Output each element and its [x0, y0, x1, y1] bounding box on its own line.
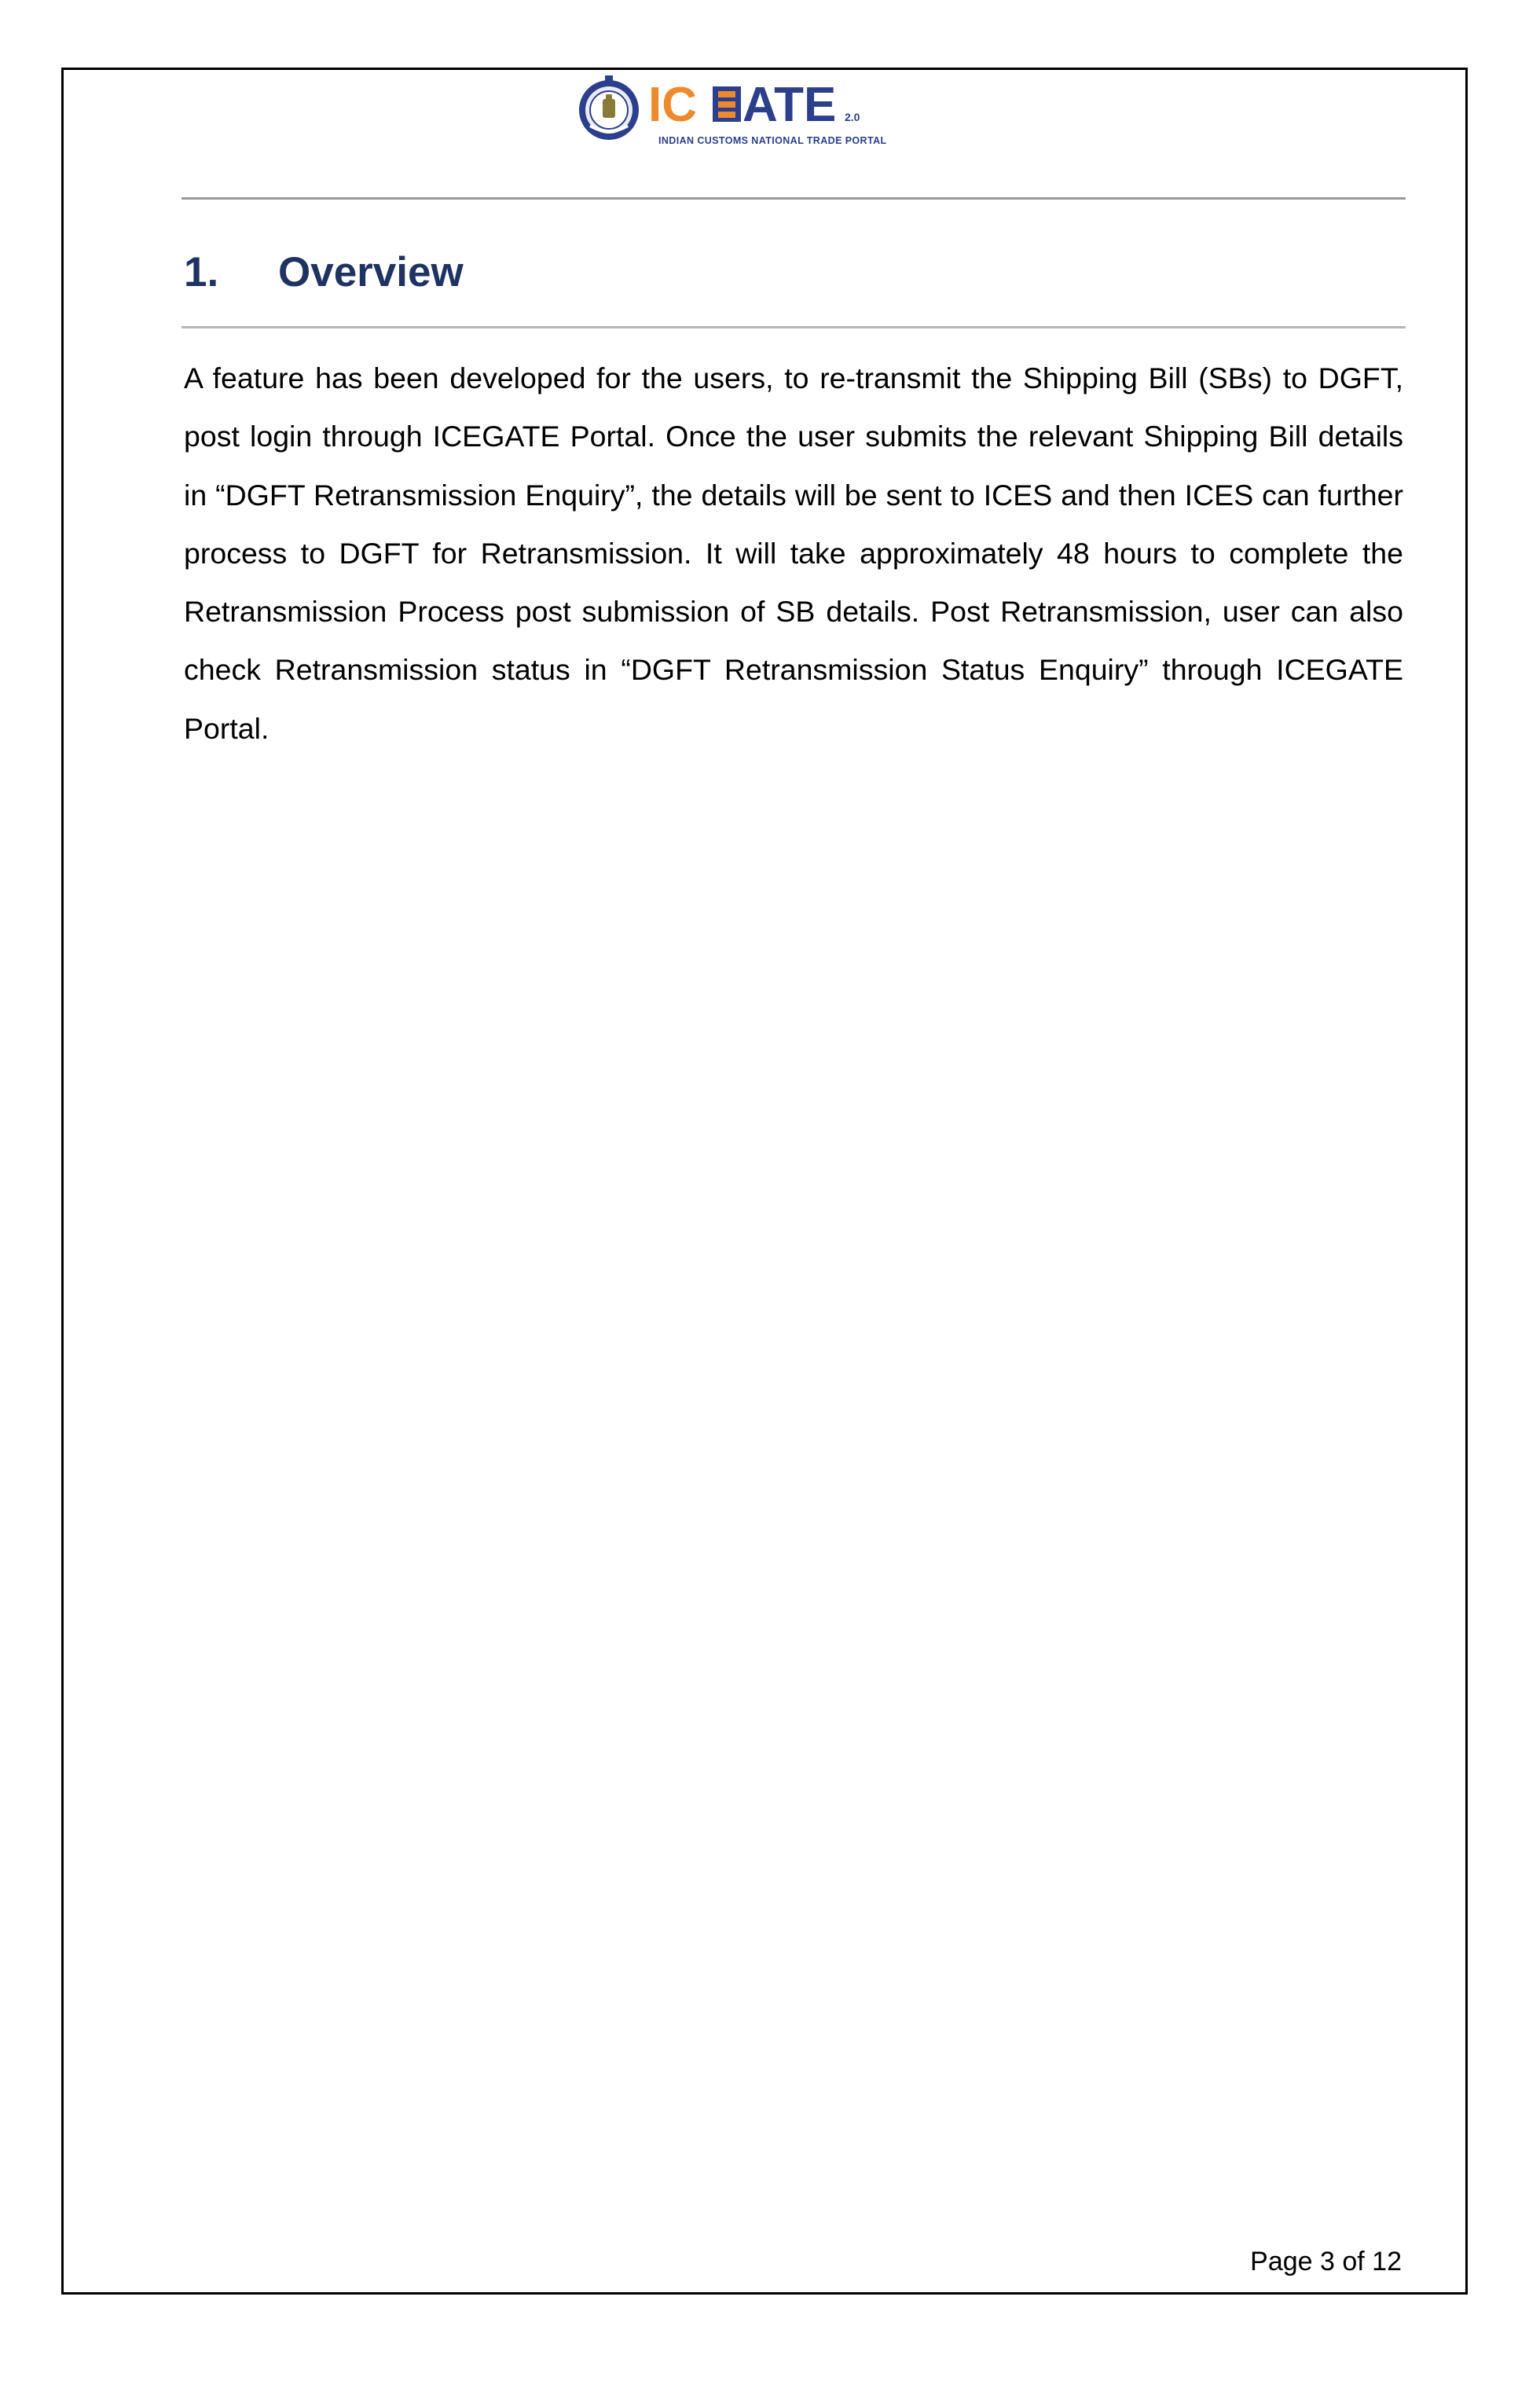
section-title: Overview	[278, 249, 464, 295]
icegate-logo	[576, 64, 890, 155]
overview-paragraph: A feature has been developed for the users, to re-transmit the Shipping Bill (SBs) to DGFT, post login through ICEGATE Portal. Once the user submits the relevant Shipping Bill details in “DGFT Retransmission Enquiry”, the details will be sent to ICES and then ICES can further process to DGFT for Retransmission. It will take approximately 48 hours to complete the Retransmission Process post submission of SB details. Post Retransmission, user can also check Retransmission status in “DGFT Retransmission Status Enquiry” through ICEGATE Portal.	[184, 361, 1403, 745]
page-number: Page 3 of 12	[1250, 2247, 1402, 2276]
header-divider	[182, 197, 1406, 200]
customs-emblem-icon	[579, 75, 639, 140]
section-heading	[184, 245, 464, 300]
logo-version: 2.0	[845, 111, 860, 123]
heading-divider	[182, 326, 1406, 328]
logo-ate: ATE	[742, 78, 837, 132]
section-number: 1.	[184, 249, 219, 295]
logo-tagline: INDIAN CUSTOMS NATIONAL TRADE PORTAL	[658, 135, 887, 146]
logo-e-block	[713, 86, 741, 122]
logo-ic: IC	[648, 78, 697, 132]
